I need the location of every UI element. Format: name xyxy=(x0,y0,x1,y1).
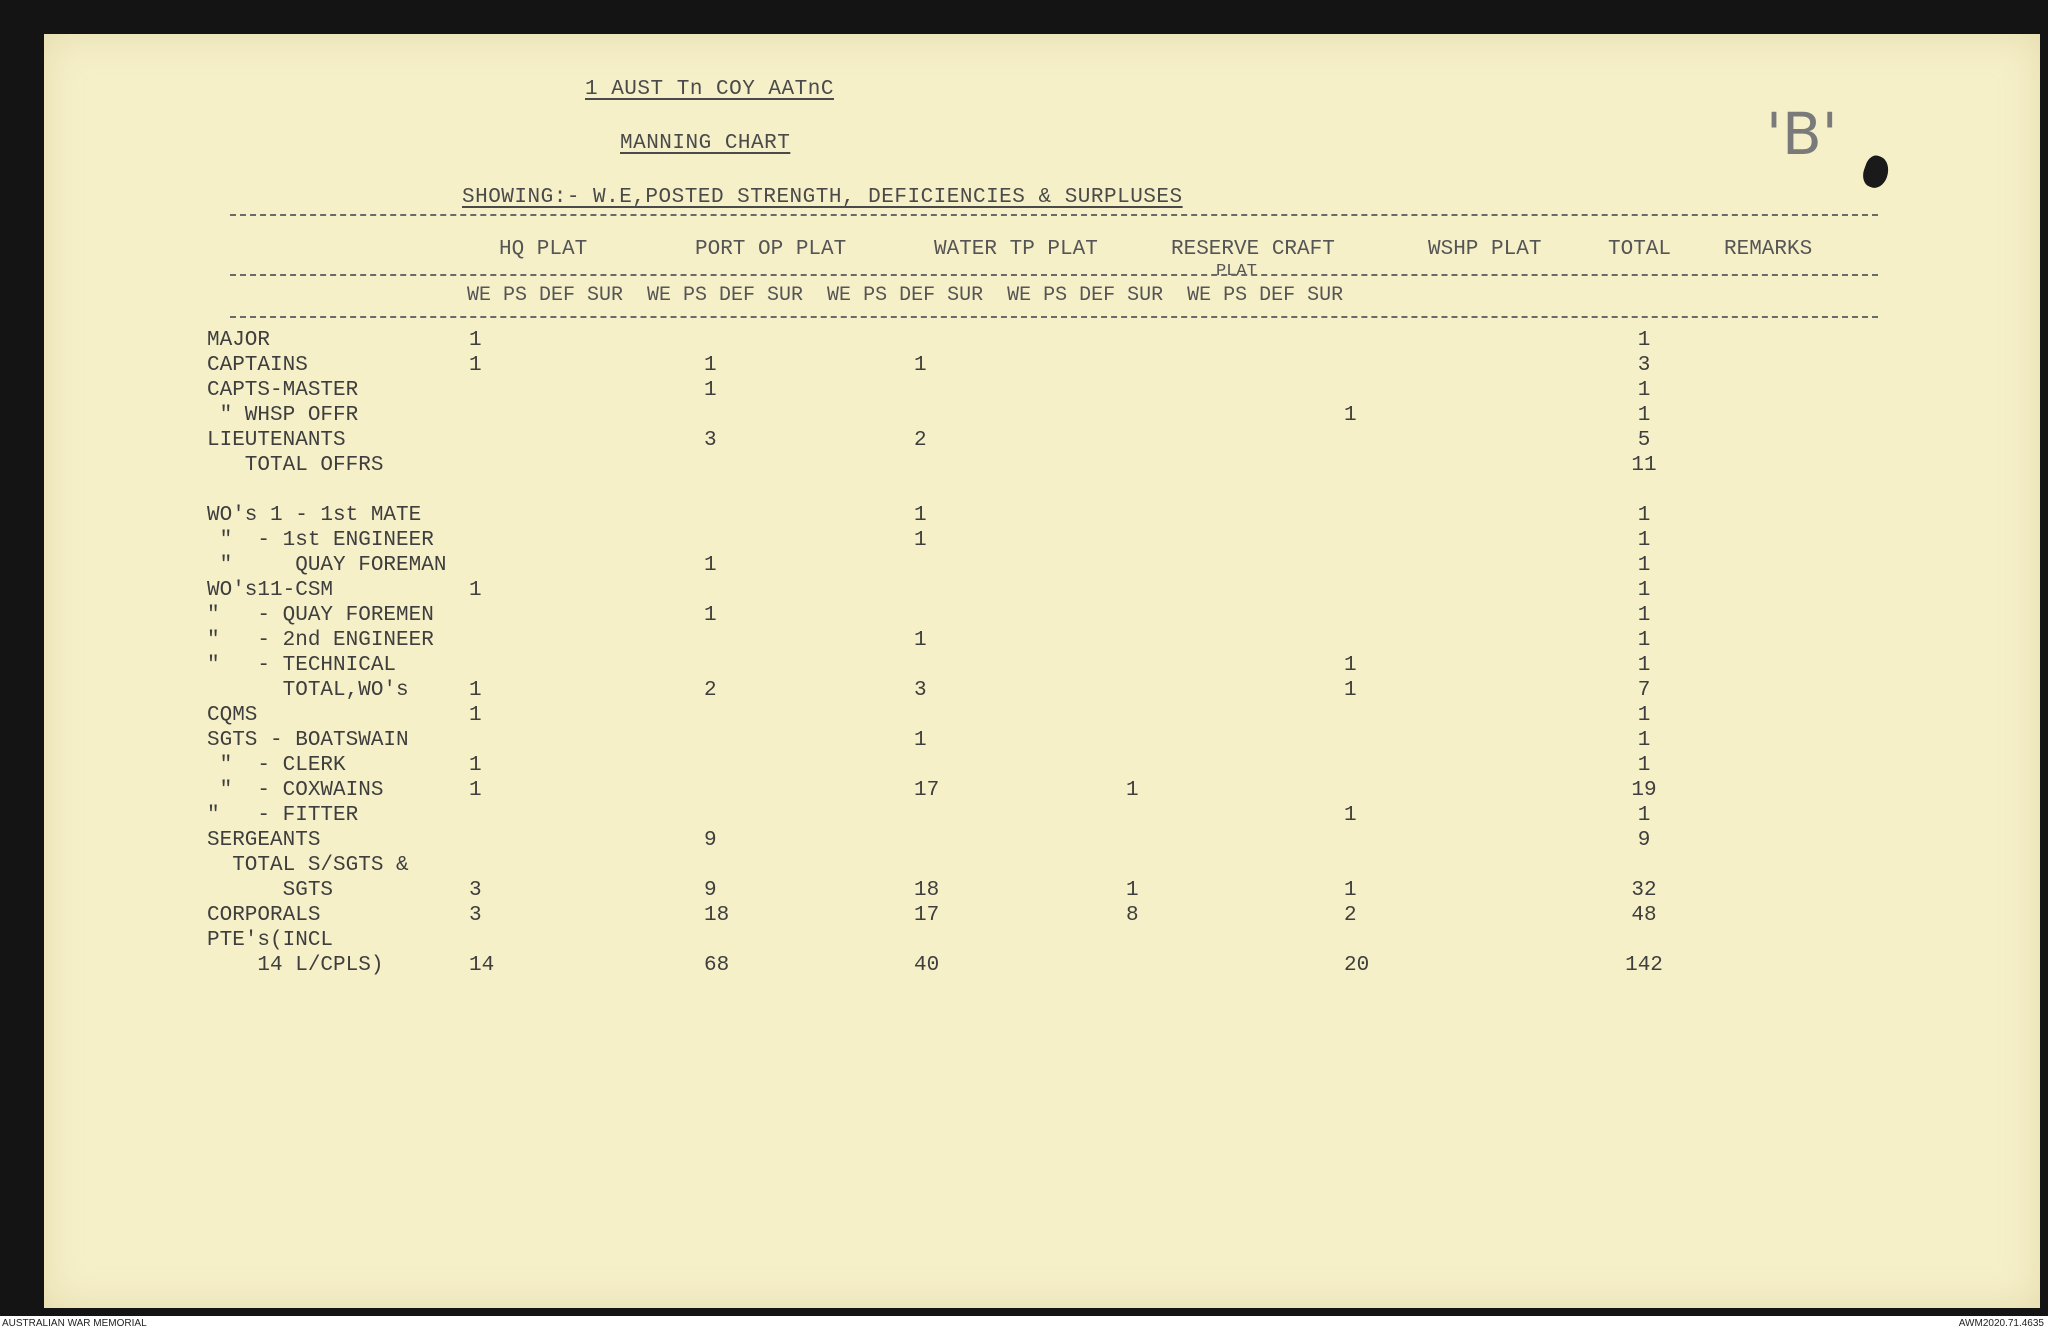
cell-total: 5 xyxy=(1637,429,1651,452)
cell-total: 1 xyxy=(1637,604,1651,627)
divider-line xyxy=(230,316,1878,318)
cell-port: 68 xyxy=(704,954,730,977)
archive-footer xyxy=(0,1316,2048,1332)
row-label: MAJOR xyxy=(207,329,271,352)
cell-hq: 3 xyxy=(469,879,482,902)
cell-wshp: 1 xyxy=(1344,879,1357,902)
cell-port: 1 xyxy=(704,554,717,577)
row-label: " QUAY FOREMAN xyxy=(207,554,447,577)
cell-water: 17 xyxy=(914,904,940,927)
cell-water: 1 xyxy=(914,529,927,552)
cell-wshp: 1 xyxy=(1344,404,1357,427)
divider-line xyxy=(230,214,1878,216)
cell-total: 1 xyxy=(1637,804,1651,827)
cell-total: 1 xyxy=(1637,754,1651,777)
row-label: CAPTS-MASTER xyxy=(207,379,359,402)
footer-institution: AUSTRALIAN WAR MEMORIAL xyxy=(2,1318,147,1329)
cell-water: 18 xyxy=(914,879,940,902)
cell-total: 1 xyxy=(1637,404,1651,427)
cell-water: 1 xyxy=(914,729,927,752)
row-label: WO's11-CSM xyxy=(207,579,334,602)
table-row xyxy=(44,928,2040,953)
cell-hq: 1 xyxy=(469,329,482,352)
cell-total: 19 xyxy=(1631,779,1657,802)
cell-port: 2 xyxy=(704,679,717,702)
row-label: " - 2nd ENGINEER xyxy=(207,629,434,652)
row-label: 14 L/CPLS) xyxy=(207,954,384,977)
table-row xyxy=(44,828,2040,853)
cell-port: 1 xyxy=(704,379,717,402)
column-header-remarks: REMARKS xyxy=(1724,238,1813,261)
table-row xyxy=(44,678,2040,703)
cell-wshp: 1 xyxy=(1344,679,1357,702)
table-row xyxy=(44,428,2040,453)
cell-hq: 1 xyxy=(469,754,482,777)
column-header-hq-plat: HQ PLAT xyxy=(499,238,588,261)
row-label: " - COXWAINS xyxy=(207,779,384,802)
document-sheet xyxy=(44,34,2040,1308)
row-label: " - 1st ENGINEER xyxy=(207,529,434,552)
column-header-port-op-plat: PORT OP PLAT xyxy=(695,238,847,261)
cell-water: 1 xyxy=(914,629,927,652)
table-row xyxy=(44,803,2040,828)
column-header-reserve-plat: PLAT xyxy=(1216,262,1257,281)
cell-total: 9 xyxy=(1637,829,1651,852)
cell-wshp: 20 xyxy=(1344,954,1370,977)
cell-total: 1 xyxy=(1637,629,1651,652)
row-label: SERGEANTS xyxy=(207,829,321,852)
row-label: TOTAL OFFRS xyxy=(207,454,384,477)
row-label: TOTAL,WO's xyxy=(207,679,409,702)
cell-hq: 14 xyxy=(469,954,495,977)
table-row xyxy=(44,778,2040,803)
cell-total: 11 xyxy=(1631,454,1657,477)
table-row xyxy=(44,453,2040,478)
cell-total: 48 xyxy=(1631,904,1657,927)
document-subtitle-manning-chart: MANNING CHART xyxy=(620,132,791,155)
cell-total: 1 xyxy=(1637,379,1651,402)
column-header-wshp-plat: WSHP PLAT xyxy=(1428,238,1542,261)
column-header-total: TOTAL xyxy=(1608,238,1672,261)
table-row xyxy=(44,353,2040,378)
row-label: CAPTAINS xyxy=(207,354,308,377)
cell-port: 18 xyxy=(704,904,730,927)
cell-total: 3 xyxy=(1637,354,1651,377)
table-row xyxy=(44,853,2040,878)
row-label: PTE's(INCL xyxy=(207,929,334,952)
cell-hq: 1 xyxy=(469,704,482,727)
table-row xyxy=(44,953,2040,978)
row-label: " - QUAY FOREMEN xyxy=(207,604,434,627)
column-header-reserve-craft: RESERVE CRAFT xyxy=(1171,238,1335,261)
table-row xyxy=(44,653,2040,678)
cell-total: 142 xyxy=(1625,954,1663,977)
cell-port: 9 xyxy=(704,879,717,902)
table-row xyxy=(44,378,2040,403)
cell-hq: 1 xyxy=(469,354,482,377)
row-label: TOTAL S/SGTS & xyxy=(207,854,409,877)
cell-wshp: 2 xyxy=(1344,904,1357,927)
row-label: " - CLERK xyxy=(207,754,346,777)
table-row xyxy=(44,603,2040,628)
cell-res: 1 xyxy=(1126,779,1139,802)
table-row xyxy=(44,528,2040,553)
cell-water: 3 xyxy=(914,679,927,702)
table-row xyxy=(44,703,2040,728)
table-row xyxy=(44,403,2040,428)
document-title: 1 AUST Tn COY AATnC xyxy=(585,78,834,101)
document-description: SHOWING:- W.E,POSTED STRENGTH, DEFICIENCIES & SURPLUSES xyxy=(462,186,1183,209)
table-row xyxy=(44,553,2040,578)
cell-water: 2 xyxy=(914,429,927,452)
column-header-water-tp-plat: WATER TP PLAT xyxy=(934,238,1098,261)
row-label: CORPORALS xyxy=(207,904,321,927)
cell-port: 1 xyxy=(704,604,717,627)
cell-port: 1 xyxy=(704,354,717,377)
cell-port: 3 xyxy=(704,429,717,452)
cell-total: 32 xyxy=(1631,879,1657,902)
cell-res: 1 xyxy=(1126,879,1139,902)
row-label: SGTS - BOATSWAIN xyxy=(207,729,409,752)
table-row xyxy=(44,728,2040,753)
cell-total: 1 xyxy=(1637,579,1651,602)
cell-water: 17 xyxy=(914,779,940,802)
cell-hq: 1 xyxy=(469,779,482,802)
row-label: " - TECHNICAL xyxy=(207,654,397,677)
cell-total: 1 xyxy=(1637,729,1651,752)
cell-total: 1 xyxy=(1637,704,1651,727)
row-label: LIEUTENANTS xyxy=(207,429,346,452)
cell-res: 8 xyxy=(1126,904,1139,927)
table-row xyxy=(44,578,2040,603)
cell-total: 7 xyxy=(1637,679,1651,702)
cell-hq: 1 xyxy=(469,579,482,602)
cell-wshp: 1 xyxy=(1344,654,1357,677)
cell-total: 1 xyxy=(1637,529,1651,552)
cell-total: 1 xyxy=(1637,554,1651,577)
handwritten-b-mark: 'B' xyxy=(1766,100,1838,168)
cell-total: 1 xyxy=(1637,654,1651,677)
cell-water: 1 xyxy=(914,504,927,527)
row-label: WO's 1 - 1st MATE xyxy=(207,504,422,527)
footer-reference: AWM2020.71.4635 xyxy=(1958,1318,2044,1329)
column-subheaders: WE PS DEF SUR WE PS DEF SUR WE PS DEF SUR WE PS DEF SUR WE PS DEF SUR xyxy=(467,284,1344,307)
cell-wshp: 1 xyxy=(1344,804,1357,827)
row-label: " WHSP OFFR xyxy=(207,404,359,427)
table-row xyxy=(44,503,2040,528)
cell-port: 9 xyxy=(704,829,717,852)
cell-total: 1 xyxy=(1637,329,1651,352)
cell-water: 1 xyxy=(914,354,927,377)
cell-total: 1 xyxy=(1637,504,1651,527)
table-row xyxy=(44,753,2040,778)
ink-blot xyxy=(1859,153,1892,191)
cell-hq: 1 xyxy=(469,679,482,702)
table-row xyxy=(44,903,2040,928)
cell-water: 40 xyxy=(914,954,940,977)
table-row xyxy=(44,628,2040,653)
row-label: " - FITTER xyxy=(207,804,359,827)
table-row xyxy=(44,878,2040,903)
table-row xyxy=(44,328,2040,353)
row-label: SGTS xyxy=(207,879,334,902)
row-label: CQMS xyxy=(207,704,258,727)
divider-line xyxy=(230,274,1878,276)
cell-hq: 3 xyxy=(469,904,482,927)
